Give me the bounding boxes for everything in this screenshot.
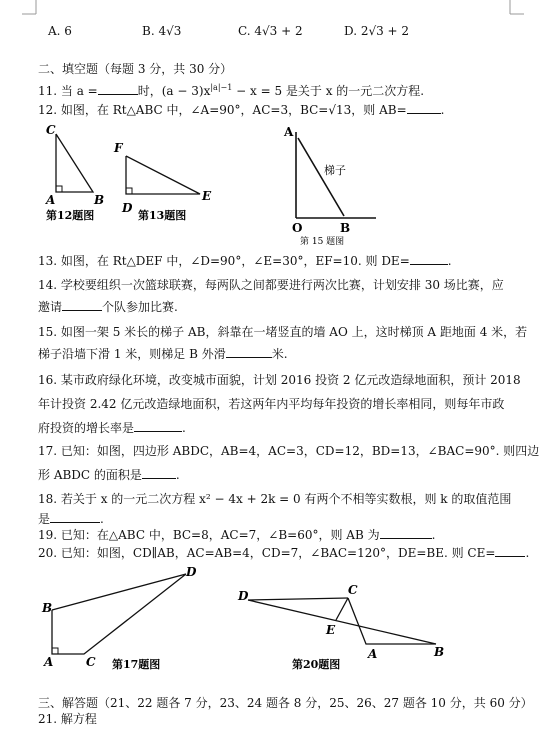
question-19: 19. 已知：在△ABC 中，BC=8，AC=7，∠B=60°，则 AB 为 . bbox=[38, 528, 436, 542]
question-12: 12. 如图，在 Rt△ABC 中，∠A=90°，AC=3，BC=√13，则 AB= . bbox=[38, 103, 445, 117]
question-17-line2: 形 ABDC 的面积是 . bbox=[38, 468, 180, 482]
figure-13-triangle bbox=[113, 141, 212, 215]
question-17-line1: 17. 已知：如图，四边形 ABDC，AB=4，AC=3，CD=12，BD=13，∠BAC=90°. 则四边 bbox=[38, 444, 540, 458]
question-15-line1: 15. 如图一架 5 米长的梯子 AB，斜靠在一堵竖直的墙 AO 上，这时梯顶 A 距地面 4 米，若 bbox=[38, 325, 528, 339]
answer-blank bbox=[50, 512, 100, 523]
fig12-caption: 第12题图 bbox=[46, 209, 95, 222]
question-16-line3: 府投资的增长率是 . bbox=[38, 421, 186, 435]
option-d: D. 2√3 + 2 bbox=[344, 24, 410, 38]
figure-20-diagram bbox=[237, 583, 444, 661]
question-21: 21. 解方程 bbox=[38, 712, 97, 726]
fig20-label-e: E bbox=[326, 623, 336, 637]
fig12-label-b: B bbox=[94, 193, 105, 207]
fig15-label-a: A bbox=[284, 125, 294, 139]
figures-17-20 bbox=[38, 562, 468, 674]
question-14-line1: 14. 学校要组织一次篮球联赛，每两队之间都要进行两次比赛，计划安排 30 场比赛，应 bbox=[38, 278, 504, 292]
question-14-line2: 邀请 个队参加比赛. bbox=[38, 300, 178, 314]
fig13-label-d: D bbox=[122, 201, 133, 215]
question-15-line2: 梯子沿墙下滑 1 米，则梯足 B 外滑 米. bbox=[38, 347, 288, 361]
fig13-label-e: E bbox=[202, 189, 212, 203]
question-16-line2: 年计投资 2.42 亿元改造绿地面积，若这两年内平均每年投资的增长率相同，则每年市政 bbox=[38, 397, 505, 411]
section3-header: 三、解答题（21、22 题各 7 分，23、24 题各 8 分，25、26、27 题各 10 分，共 60 分） bbox=[38, 696, 533, 710]
section2-header: 二、填空题（每题 3 分，共 30 分） bbox=[38, 62, 233, 76]
figure-12-triangle bbox=[45, 123, 104, 207]
figures-12-13-15 bbox=[38, 120, 378, 250]
fig15-label-ladder: 梯子 bbox=[324, 164, 346, 177]
fig20-label-c: C bbox=[348, 583, 358, 597]
fig17-caption: 第17题图 bbox=[112, 658, 161, 671]
fig17-label-c: C bbox=[86, 655, 96, 669]
question-16-line1: 16. 某市政府绿化环境，改变城市面貌，计划 2016 投资 2 亿元改造绿地面积，预计 2018 bbox=[38, 373, 521, 387]
answer-blank bbox=[407, 103, 441, 114]
fig15-caption: 第 15 题图 bbox=[300, 237, 345, 247]
figure-15-ladder bbox=[283, 125, 376, 235]
fig12-label-a: A bbox=[46, 193, 56, 207]
answer-blank bbox=[98, 84, 138, 95]
answer-blank bbox=[410, 254, 448, 265]
fig12-label-c: C bbox=[46, 123, 56, 137]
fig13-caption: 第13题图 bbox=[138, 209, 187, 222]
fig15-label-b: B bbox=[340, 221, 351, 235]
fig20-label-a: A bbox=[368, 647, 378, 661]
option-a: A. 6 bbox=[48, 24, 72, 38]
answer-blank bbox=[142, 468, 176, 479]
fig20-caption: 第20题图 bbox=[292, 658, 341, 671]
answer-blank bbox=[226, 347, 272, 358]
question-13: 13. 如图，在 Rt△DEF 中，∠D=90°，∠E=30°，EF=10. 则 DE= . bbox=[38, 254, 452, 268]
question-18-line2: 是 . bbox=[38, 512, 104, 526]
option-c: C. 4√3 + 2 bbox=[238, 24, 303, 38]
answer-blank bbox=[495, 546, 525, 557]
fig15-label-o: O bbox=[292, 221, 303, 235]
figure-17-quadrilateral bbox=[41, 565, 197, 669]
fig17-label-d: D bbox=[186, 565, 197, 579]
option-b: B. 4√3 bbox=[142, 24, 182, 38]
fig20-label-d: D bbox=[238, 589, 249, 603]
question-20: 20. 已知：如图，CD∥AB，AC=AB=4，CD=7，∠BAC=120°，DE=BE. 则 CE= . bbox=[38, 546, 530, 560]
fig17-label-b: B bbox=[42, 601, 53, 615]
page-corner-marks bbox=[0, 0, 545, 20]
fig13-label-f: F bbox=[114, 141, 123, 155]
answer-blank bbox=[380, 528, 432, 539]
fig17-label-a: A bbox=[44, 655, 54, 669]
answer-blank bbox=[62, 300, 102, 311]
question-11: 11. 当 a = 时，$(a - 3)x^{|a|-1} - x = 5$ 是关于 x 的一元二次方程. bbox=[38, 83, 425, 98]
question-18-line1: 18. 若关于 x 的一元二次方程 x² − 4x + 2k = 0 有两个不相等实数根，则 k 的取值范围 bbox=[38, 492, 512, 506]
answer-blank bbox=[134, 421, 182, 432]
fig20-label-b: B bbox=[434, 645, 445, 659]
